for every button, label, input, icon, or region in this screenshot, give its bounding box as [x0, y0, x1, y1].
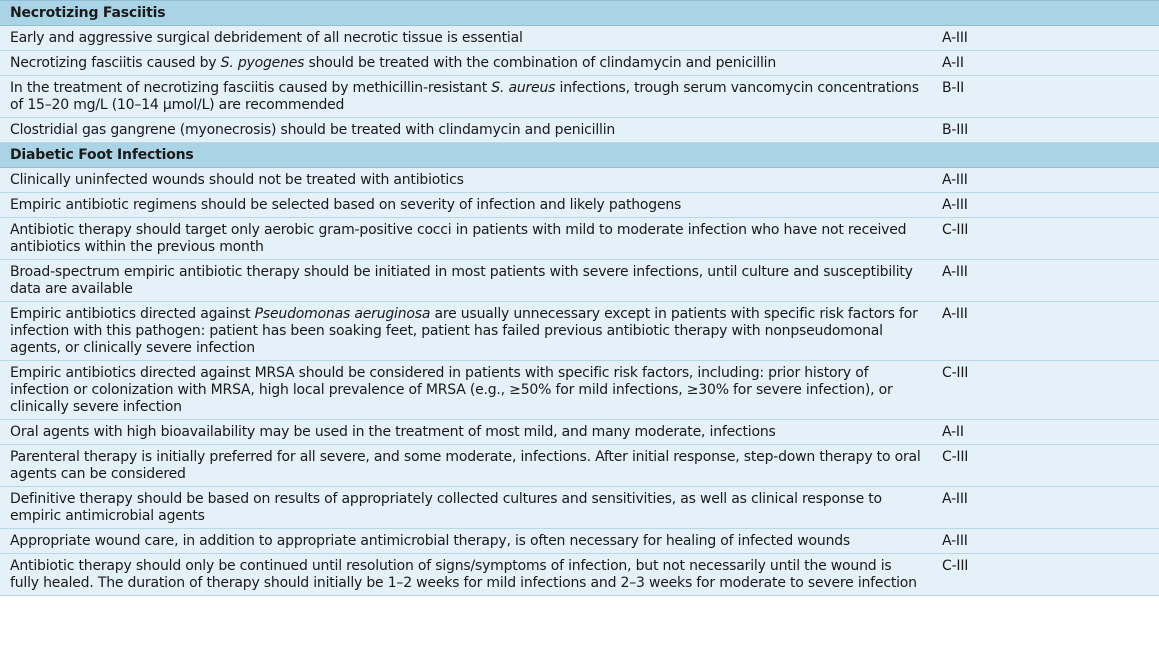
- recommendation-row: [0, 445, 1159, 487]
- evidence-grade: A-II: [932, 420, 1159, 445]
- text-segment: Clinically uninfected wounds should not be treated with antibiotics: [10, 172, 464, 188]
- text-segment: Definitive therapy should be based on results of appropriately collected cultures and sensitivities, as well as clinical response to empiric antimicrobial agents: [10, 491, 882, 524]
- recommendation-text: [0, 51, 932, 76]
- recommendation-row: [0, 260, 1159, 302]
- recommendation-row: [0, 420, 1159, 445]
- recommendation-row: [0, 302, 1159, 361]
- organism-name: S. aureus: [491, 80, 556, 96]
- text-segment: Early and aggressive surgical debridement of all necrotic tissue is essential: [10, 30, 523, 46]
- evidence-grade: A-III: [932, 487, 1159, 529]
- recommendation-row: [0, 51, 1159, 76]
- section-header-row: [0, 1, 1159, 26]
- text-segment: Clostridial gas gangrene (myonecrosis) should be treated with clindamycin and penicillin: [10, 122, 616, 138]
- text-segment: Antibiotic therapy should target only aerobic gram-positive cocci in patients with mild to moderate infection who have not received antibiotics within the previous month: [10, 222, 907, 255]
- evidence-grade: C-III: [932, 218, 1159, 260]
- text-segment: infections, trough serum vancomycin concentrations of 15–20 mg/L (10–14 μmol/L) are recommended: [10, 80, 919, 113]
- recommendation-row: [0, 193, 1159, 218]
- recommendation-row: [0, 554, 1159, 596]
- text-segment: Empiric antibiotic regimens should be selected based on severity of infection and likely pathogens: [10, 197, 682, 213]
- organism-name: S. pyogenes: [220, 55, 305, 71]
- recommendation-text: [0, 168, 932, 193]
- evidence-grade: A-III: [932, 26, 1159, 51]
- text-segment: should be treated with the combination of clindamycin and penicillin: [304, 55, 777, 71]
- recommendation-text: [0, 218, 932, 260]
- section-title: Necrotizing Fasciitis: [0, 1, 1159, 26]
- evidence-grade: B-II: [932, 76, 1159, 118]
- section-header-row: [0, 143, 1159, 168]
- text-segment: Parenteral therapy is initially preferred for all severe, and some moderate, infections. After initial response, step-down therapy to oral agents can be considered: [10, 449, 921, 482]
- text-segment: Appropriate wound care, in addition to appropriate antimicrobial therapy, is often necessary for healing of infected wounds: [10, 533, 851, 549]
- text-segment: Necrotizing fasciitis caused by: [10, 55, 221, 71]
- recommendation-text: [0, 445, 932, 487]
- recommendation-text: [0, 193, 932, 218]
- text-segment: Broad-spectrum empiric antibiotic therapy should be initiated in most patients with severe infections, until culture and susceptibility data are available: [10, 264, 913, 297]
- evidence-grade: C-III: [932, 445, 1159, 487]
- text-segment: Oral agents with high bioavailability may be used in the treatment of most mild, and many moderate, infections: [10, 424, 776, 440]
- evidence-grade: B-III: [932, 118, 1159, 143]
- text-segment: Empiric antibiotics directed against: [10, 306, 255, 322]
- evidence-grade: A-II: [932, 51, 1159, 76]
- recommendation-text: [0, 361, 932, 420]
- text-segment: are usually unnecessary except in patients with specific risk factors for infection with this pathogen: patient has been soaking feet, patient has failed previous antibiotic therapy with nonpseudomonal agents, or clinically severe infection: [10, 306, 918, 356]
- organism-name: Pseudomonas aeruginosa: [254, 306, 431, 322]
- evidence-grade: A-III: [932, 193, 1159, 218]
- text-segment: In the treatment of necrotizing fasciitis caused by methicillin-resistant: [10, 80, 492, 96]
- recommendation-text: [0, 420, 932, 445]
- recommendation-row: [0, 361, 1159, 420]
- recommendations-table-body: [0, 1, 1159, 596]
- text-segment: Empiric antibiotics directed against MRSA should be considered in patients with specific risk factors, including: prior history of infection or colonization with MRSA, high local prevalence of MRSA (e.g., ≥50% for mild infections, ≥30% for severe infection), or clinically severe infection: [10, 365, 893, 415]
- recommendation-row: [0, 218, 1159, 260]
- recommendation-row: [0, 168, 1159, 193]
- recommendation-text: [0, 302, 932, 361]
- recommendation-text: [0, 487, 932, 529]
- recommendation-text: [0, 260, 932, 302]
- section-title: Diabetic Foot Infections: [0, 143, 1159, 168]
- evidence-grade: A-III: [932, 168, 1159, 193]
- evidence-grade: C-III: [932, 554, 1159, 596]
- recommendation-row: [0, 487, 1159, 529]
- recommendation-text: [0, 76, 932, 118]
- recommendation-text: [0, 554, 932, 596]
- evidence-grade: A-III: [932, 302, 1159, 361]
- recommendation-row: [0, 26, 1159, 51]
- recommendation-row: [0, 76, 1159, 118]
- recommendation-text: [0, 118, 932, 143]
- recommendation-text: [0, 529, 932, 554]
- evidence-grade: A-III: [932, 529, 1159, 554]
- recommendation-row: [0, 118, 1159, 143]
- recommendation-row: [0, 529, 1159, 554]
- recommendation-text: [0, 26, 932, 51]
- evidence-grade: C-III: [932, 361, 1159, 420]
- text-segment: Antibiotic therapy should only be continued until resolution of signs/symptoms of infection, but not necessarily until the wound is fully healed. The duration of therapy should initially be 1–2 weeks for mild infections and 2–3 weeks for moderate to severe infection: [10, 558, 917, 591]
- evidence-grade: A-III: [932, 260, 1159, 302]
